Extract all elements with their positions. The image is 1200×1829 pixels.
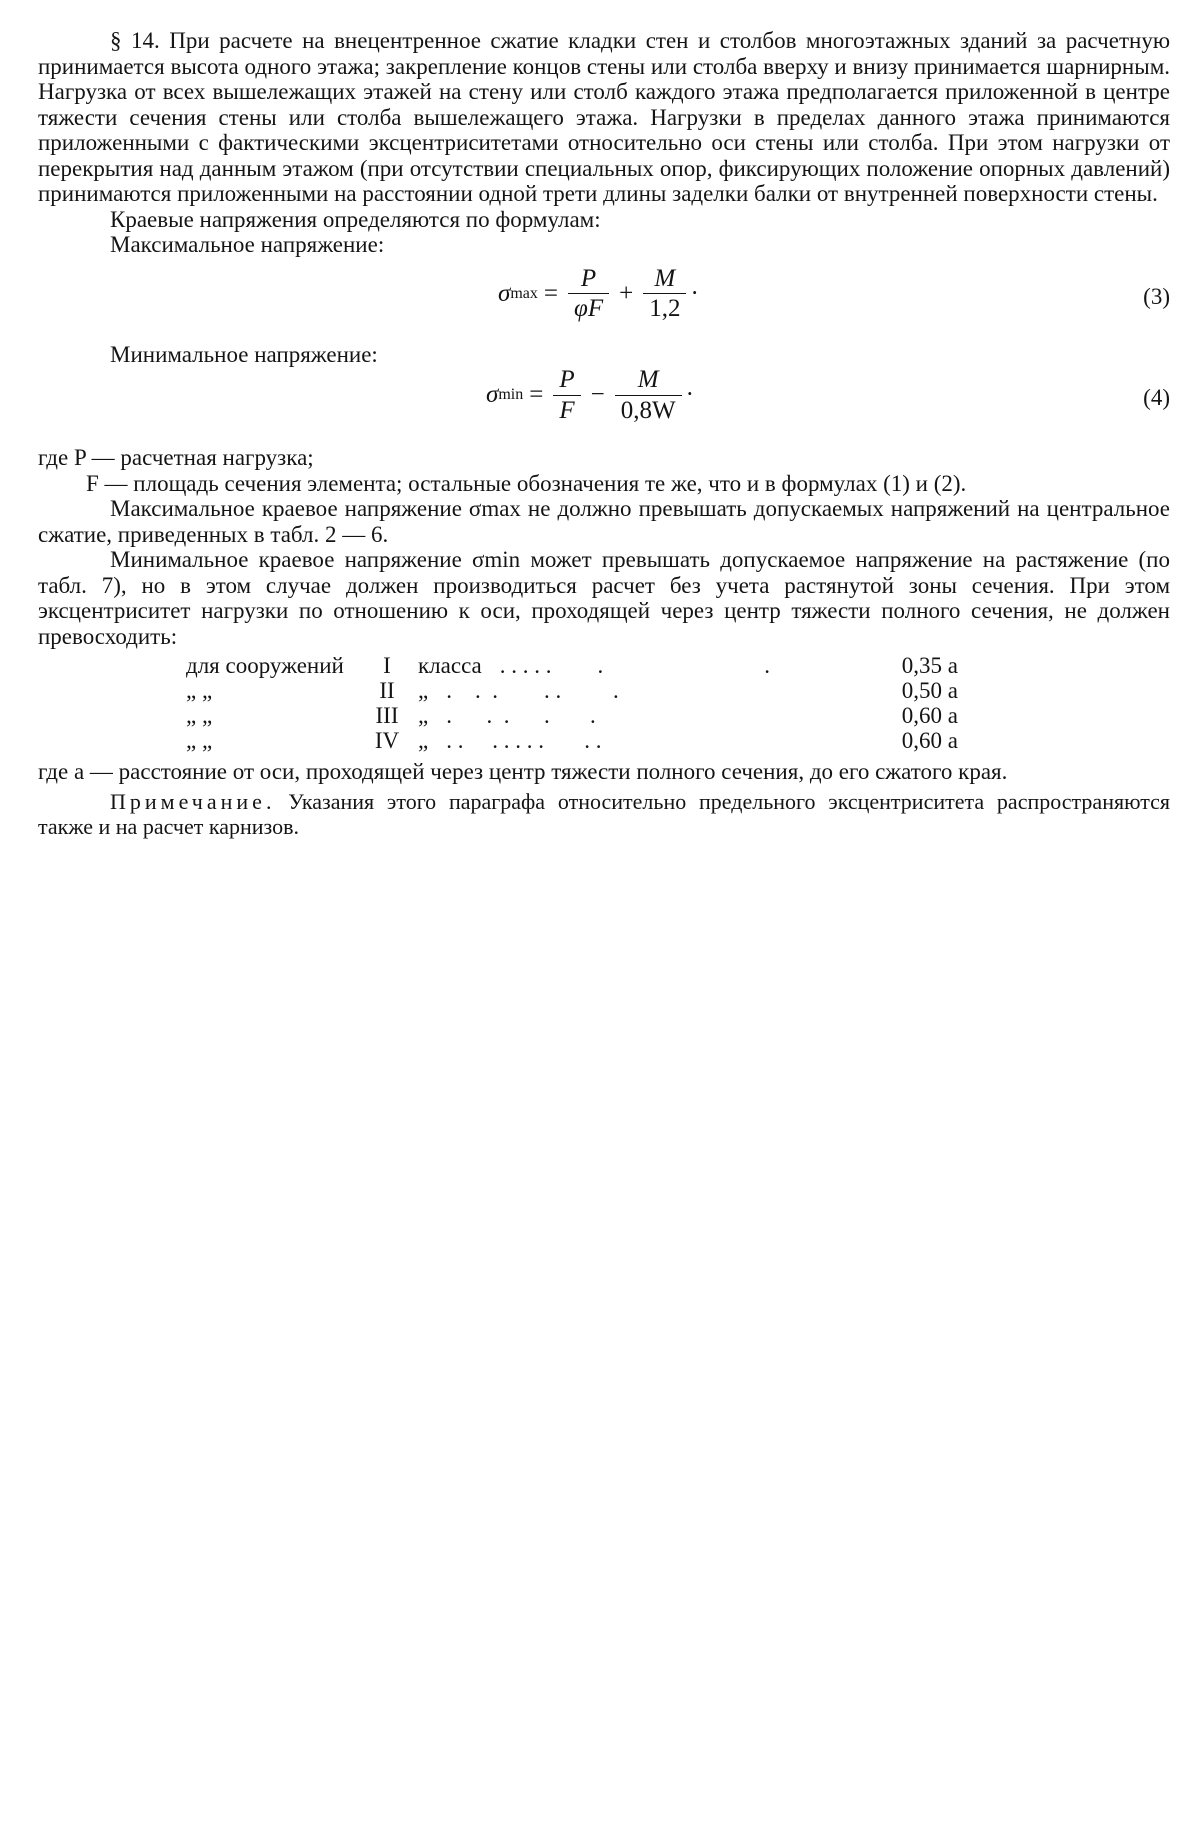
paragraph-section-14: § 14. При расчете на внецентренное сжатие кладки стен и столбов многоэтажных зданий за расчетную принимается высота одного этажа; закрепление концов стены или столба вверху и внизу принимается шарнирным. Нагрузка от всех вышележащих этажей на стену или столб каждого этажа предполагается приложенной в центре тяжести сечения стены или столба вышележащего этажа. Нагрузки в пределах данного этажа принимаются приложенными с фактическими эксцентриситетами относительно оси стены или столба. При этом нагрузки от перекрытия над данным этажом (при отсутствии специальных опор, фиксирующих положение опорных давлений) принимаются приложенными на расстоянии одной трети длины заделки балки от внутренней поверхности стены. bbox=[38, 28, 1170, 206]
sigma-subscript-min: min bbox=[498, 386, 524, 404]
row-value: 0,60 a bbox=[901, 728, 958, 753]
denominator: 1,2 bbox=[643, 293, 686, 322]
formula-end-dot: · bbox=[690, 279, 699, 307]
row-word-dots bbox=[418, 703, 838, 728]
row-dots: . . . . . . . . . bbox=[446, 728, 602, 753]
formula-4 bbox=[486, 367, 694, 423]
document-page bbox=[38, 28, 1170, 839]
row-value: 0,35 a bbox=[901, 653, 958, 678]
numerator: M bbox=[637, 366, 659, 393]
row-word-dots bbox=[418, 728, 838, 753]
table-row bbox=[186, 653, 958, 678]
formula-3-row bbox=[38, 258, 1170, 342]
row-prefix: „ „ bbox=[186, 678, 213, 703]
paragraph-max-stress: Максимальное краевое напряжение σmax не должно превышать допускаемых напряжений на центральное сжатие, приведенных в табл. 2 — 6. bbox=[38, 496, 1170, 547]
row-dots: . . . . . . bbox=[446, 678, 619, 703]
formula-end-dot: · bbox=[685, 381, 694, 409]
fraction-p-over-f bbox=[553, 367, 580, 423]
numerator: M bbox=[654, 264, 676, 292]
denominator: F bbox=[553, 395, 580, 424]
sigma-symbol: σ bbox=[486, 381, 499, 409]
row-class: II bbox=[379, 678, 395, 703]
formula-3 bbox=[498, 266, 699, 322]
where-p-definition: где P — расчетная нагрузка; bbox=[38, 445, 314, 470]
equals-sign: = bbox=[529, 381, 544, 409]
table-row bbox=[186, 703, 958, 728]
formula-4-row bbox=[38, 367, 1170, 445]
numerator: P bbox=[559, 366, 575, 393]
fraction-m-over-0-8w bbox=[615, 367, 682, 423]
equation-number-3: (3) bbox=[1143, 283, 1170, 309]
numerator: P bbox=[580, 264, 597, 292]
table-row bbox=[186, 728, 958, 753]
sigma-subscript-max: max bbox=[510, 284, 538, 302]
row-value: 0,50 a bbox=[901, 678, 958, 703]
table-row bbox=[186, 678, 958, 703]
note-text: Указания этого параграфа относительно предельного эксцентриситета распространяются также и на расчет карнизов. bbox=[38, 788, 1171, 839]
row-class: I bbox=[383, 653, 391, 678]
row-word: „ bbox=[418, 678, 429, 703]
row-value: 0,60 a bbox=[901, 703, 958, 728]
denominator: 0,8W bbox=[615, 395, 682, 424]
note-paragraph bbox=[38, 789, 1170, 839]
row-prefix: „ „ bbox=[186, 728, 213, 753]
row-class: IV bbox=[374, 728, 400, 753]
min-stress-label: Минимальное напряжение: bbox=[110, 341, 378, 367]
where-f-definition: F — площадь сечения элемента; остальные обозначения те же, что и в формулах (1) и (2). bbox=[86, 470, 967, 496]
row-dots: . . . . . . . bbox=[499, 653, 771, 678]
edge-stress-intro: Краевые напряжения определяются по формулам: bbox=[110, 206, 601, 232]
equals-sign: = bbox=[543, 279, 558, 307]
row-word-dots bbox=[418, 653, 838, 678]
plus-sign: + bbox=[619, 279, 634, 307]
fraction-p-over-phi-f bbox=[568, 266, 609, 322]
max-stress-label: Максимальное напряжение: bbox=[110, 232, 385, 257]
equation-number-4: (4) bbox=[1143, 385, 1170, 410]
paragraph-min-stress: Минимальное краевое напряжение σmin может превышать допускаемое напряжение на растяжение (по табл. 7), но в этом случае должен производиться расчет без учета растянутой зоны сечения. При этом эксцентриситет нагрузки по отношению к оси, проходящей через центр тяжести полного сечения, не должен превосходить: bbox=[38, 547, 1170, 649]
row-word-dots bbox=[418, 678, 838, 703]
row-class: III bbox=[375, 703, 399, 728]
row-dots: . . . . . bbox=[446, 703, 596, 728]
fraction-m-over-1-2 bbox=[643, 266, 686, 322]
where-a-definition: где a — расстояние от оси, проходящей через центр тяжести полного сечения, до его сжатого края. bbox=[38, 759, 1008, 784]
note-label: Примечание. bbox=[110, 788, 276, 814]
minus-sign: − bbox=[590, 381, 605, 409]
row-word: класса bbox=[418, 653, 482, 678]
eccentricity-table bbox=[186, 653, 958, 753]
row-prefix: для сооружений bbox=[186, 653, 344, 678]
row-word: „ bbox=[418, 728, 429, 753]
denominator: φF bbox=[568, 293, 609, 322]
sigma-symbol: σ bbox=[498, 279, 511, 307]
row-prefix: „ „ bbox=[186, 703, 213, 728]
row-word: „ bbox=[418, 703, 429, 728]
